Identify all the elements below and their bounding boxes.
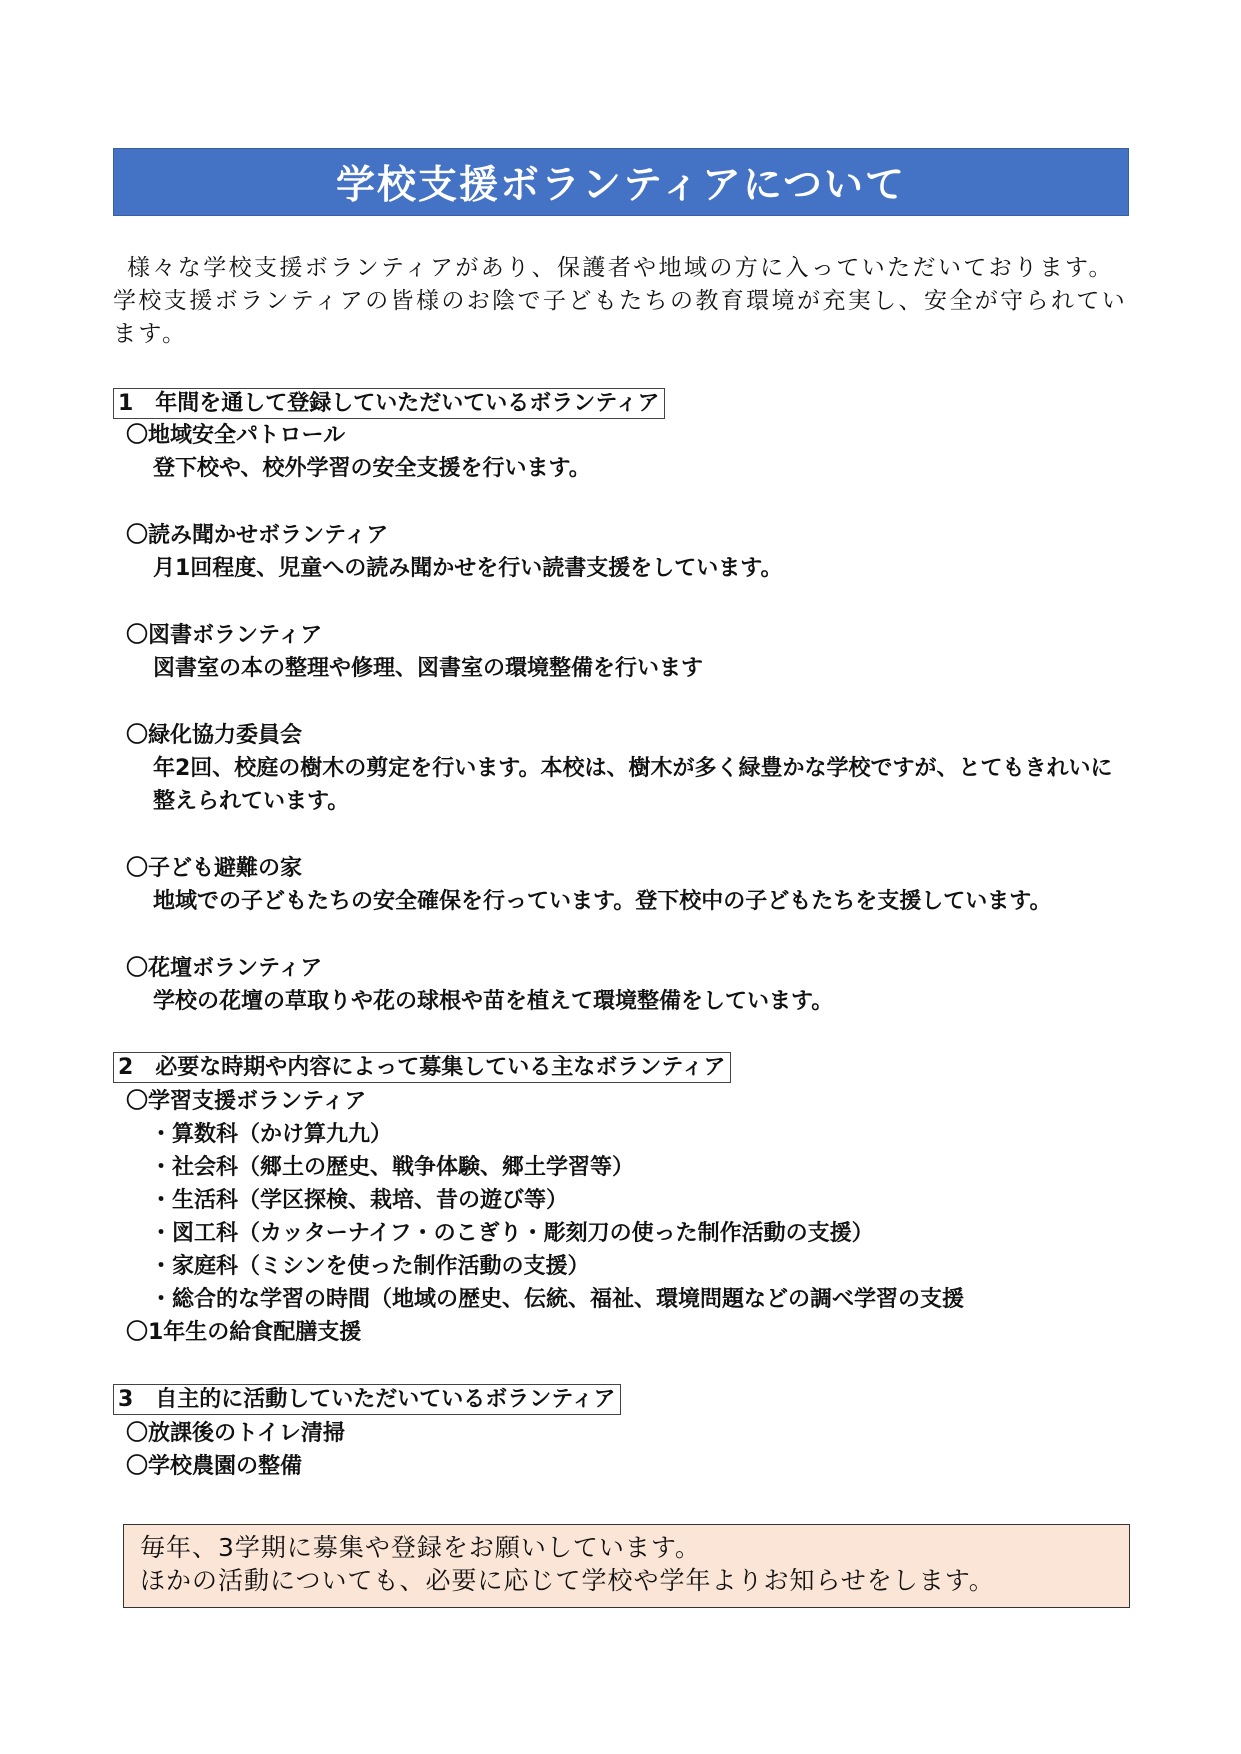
section-1-item-desc: 地域での子どもたちの安全確保を行っています。登下校中の子どもたちを支援しています。 xyxy=(153,889,1052,914)
subject-list-item: ・社会科（郷土の歴史、戦争体験、郷土学習等） xyxy=(150,1155,635,1180)
intro-paragraph: 様々な学校支援ボランティアがあり、保護者や地域の方に入っていただいております。学校支援ボランティアの皆様のお陰で子どもたちの教育環境が充実し、安全が守られています。 xyxy=(113,255,1128,347)
title-banner xyxy=(113,148,1129,216)
section-1-item-title: 〇地域安全パトロール xyxy=(126,423,346,448)
section-1-item-desc: 月1回程度、児童への読み聞かせを行い読書支援をしています。 xyxy=(153,556,783,581)
section-3-item-title: 〇学校農園の整備 xyxy=(126,1454,303,1479)
section-3-heading: 3 自主的に活動していただいているボランティア xyxy=(113,1384,621,1415)
section-1-item-desc: 学校の花壇の草取りや花の球根や苗を植えて環境整備をしています。 xyxy=(153,989,834,1014)
section-1-item-desc: 登下校や、校外学習の安全支援を行います。 xyxy=(153,456,591,481)
section-2-heading: 2 必要な時期や内容によって募集している主なボランティア xyxy=(113,1052,731,1083)
subject-list-item: ・図工科（カッターナイフ・のこぎり・彫刻刀の使った制作活動の支援） xyxy=(150,1221,874,1246)
section-1-heading: 1 年間を通して登録していただいているボランティア xyxy=(113,388,665,419)
subject-list-item: ・生活科（学区探検、栽培、昔の遊び等） xyxy=(150,1188,569,1213)
section-1-item-title: 〇図書ボランティア xyxy=(126,623,323,648)
notice-box xyxy=(123,1524,1130,1608)
notice-line: 毎年、3学期に募集や登録をお願いしています。 xyxy=(140,1533,701,1562)
notice-line: ほかの活動についても、必要に応じて学校や学年よりお知らせをします。 xyxy=(140,1566,995,1595)
section-1-item-desc: 図書室の本の整理や修理、図書室の環境整備を行います xyxy=(153,656,704,681)
section-2-item-title: 〇1年生の給食配膳支援 xyxy=(126,1320,362,1345)
section-2-item-title: 〇学習支援ボランティア xyxy=(126,1089,367,1114)
page-title: 学校支援ボランティアについて xyxy=(335,163,907,208)
section-3-item-title: 〇放課後のトイレ清掃 xyxy=(126,1421,345,1446)
section-1-item-title: 〇花壇ボランティア xyxy=(126,956,323,981)
subject-list-item: ・算数科（かけ算九九） xyxy=(150,1122,393,1147)
section-1-item-desc: 年2回、校庭の樹木の剪定を行います。本校は、樹木が多く緑豊かな学校ですが、とてもきれいに整えられています。 xyxy=(153,756,1113,814)
subject-list-item: ・総合的な学習の時間（地域の歴史、伝統、福祉、環境問題などの調べ学習の支援 xyxy=(150,1287,965,1312)
section-1-item-title: 〇子ども避難の家 xyxy=(126,856,303,881)
section-1-item-title: 〇緑化協力委員会 xyxy=(126,723,303,748)
section-1-item-title: 〇読み聞かせボランティア xyxy=(126,523,389,548)
subject-list-item: ・家庭科（ミシンを使った制作活動の支援） xyxy=(150,1254,590,1279)
